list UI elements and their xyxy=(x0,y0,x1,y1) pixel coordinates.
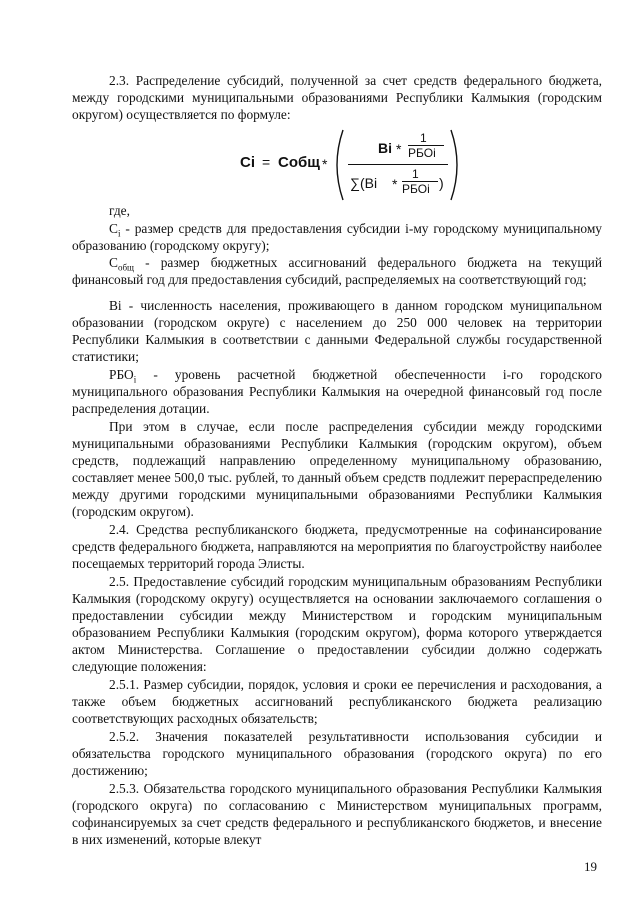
formula-eq: = xyxy=(262,154,271,170)
formula-num-mul: * xyxy=(396,141,402,157)
paragraph-2-4: 2.4. Средства республиканского бюджета, предусмотренные на софинансирование средств федерального бюджета, направляются на мероприятия по благоустройству наиболее посещаемых территорий города Элисты. xyxy=(72,522,602,572)
definition-bi: Bi - численность населения, проживающего в данном городском муниципальном образовании (городском округе) с населением до 250 000 человек на территории Республики Калмыкия в соответствии с данными Федеральной службы государственной статистики; xyxy=(72,298,602,365)
def-ci-sub: i xyxy=(117,228,121,239)
where-label: где, xyxy=(109,203,130,218)
formula-den-rbo: РБОi xyxy=(402,182,430,196)
formula-num-one: 1 xyxy=(420,131,427,145)
def-total-text: - размер бюджетных ассигнований федерального бюджета на текущий финансовый год для предоставления субсидий, распределяемых на соответствующий год; xyxy=(72,255,602,288)
paragraph-2-3: 2.3. Распределение субсидий, полученной за счет средств федерального бюджета, между городскими муниципальными образованиями Республики Калмыкия (городским округом) осуществляется по формуле: xyxy=(72,73,602,123)
right-paren-icon xyxy=(448,128,464,202)
paragraph-2-5-3: 2.5.3. Обязательства городского муниципального образования Республики Калмыкия (городского округа) по согласованию с Министерством муниципальных программ, софинансируемых за счет средств федерального и республиканского бюджетов, и внесение в них изменений, которые влекут xyxy=(72,781,602,848)
def-total-sub: общ xyxy=(117,262,134,273)
definition-total xyxy=(72,254,602,288)
distribution-formula xyxy=(240,130,470,200)
paragraph-redistribution: При этом в случае, если после распределения субсидии между городскими муниципальными образованиями Республики Калмыкия (городским округом), объем средств, подлежащий направлению определенному муниципальному образованию, составляет менее 500,0 тыс. рублей, то данный объем средств подлежит перераспределению между другими городскими муниципальными образованиями Республики Калмыкия (городским округом). xyxy=(72,419,602,520)
formula-total: Собщ xyxy=(278,154,320,171)
formula-den-sum: ∑(Bi xyxy=(350,175,378,191)
formula-den-close: ) xyxy=(439,175,444,191)
formula-num-var: Bi xyxy=(378,140,392,156)
formula-den-one: 1 xyxy=(412,167,419,181)
page-number: 19 xyxy=(584,859,597,874)
paragraph-2-5-2: 2.5.2. Значения показателей результативности использования субсидии и обязательства городского муниципального образования (городского округа) по его достижению; xyxy=(72,729,602,779)
def-rbo-sub: i xyxy=(133,374,137,385)
paragraph-2-5: 2.5. Предоставление субсидий городским муниципальным образованиям Республики Калмыкия (городскому округу) осуществляется на основании заключаемого соглашения о предоставлении субсидии между Министерством и городским муниципальным образованием Республики Калмыкия (городским округом), форма которого утверждается актом Министерства. Соглашение о предоставлении субсидии должно содержать следующие положения: xyxy=(72,574,602,675)
def-rbo-symbol: РБО xyxy=(109,367,134,382)
def-rbo-text: - уровень расчетной бюджетной обеспеченности i-го городского муниципального образования Республики Калмыкия на очередной финансовый год после распределения дотации. xyxy=(72,367,602,417)
formula-main-bar xyxy=(348,164,448,165)
def-ci-symbol: C xyxy=(109,221,118,236)
formula-lhs: Ci xyxy=(240,154,255,171)
formula-mul: * xyxy=(322,156,328,172)
definition-ci xyxy=(72,220,602,254)
left-paren-icon xyxy=(330,128,346,202)
definition-rbo xyxy=(72,366,602,417)
formula-num-rbo: РБОi xyxy=(408,146,436,160)
paragraph-2-5-1: 2.5.1. Размер субсидии, порядок, условия и сроки ее перечисления и расходования, а также объем бюджетных ассигнований республиканского бюджета реализацию соответствующих расходных обязательств; xyxy=(72,677,602,727)
formula-den-mul: * xyxy=(392,176,398,192)
def-total-symbol: С xyxy=(109,255,118,270)
def-ci-text: - размер средств для предоставления субсидии i-му городскому муниципальному образованию (городскому округу); xyxy=(72,221,602,254)
